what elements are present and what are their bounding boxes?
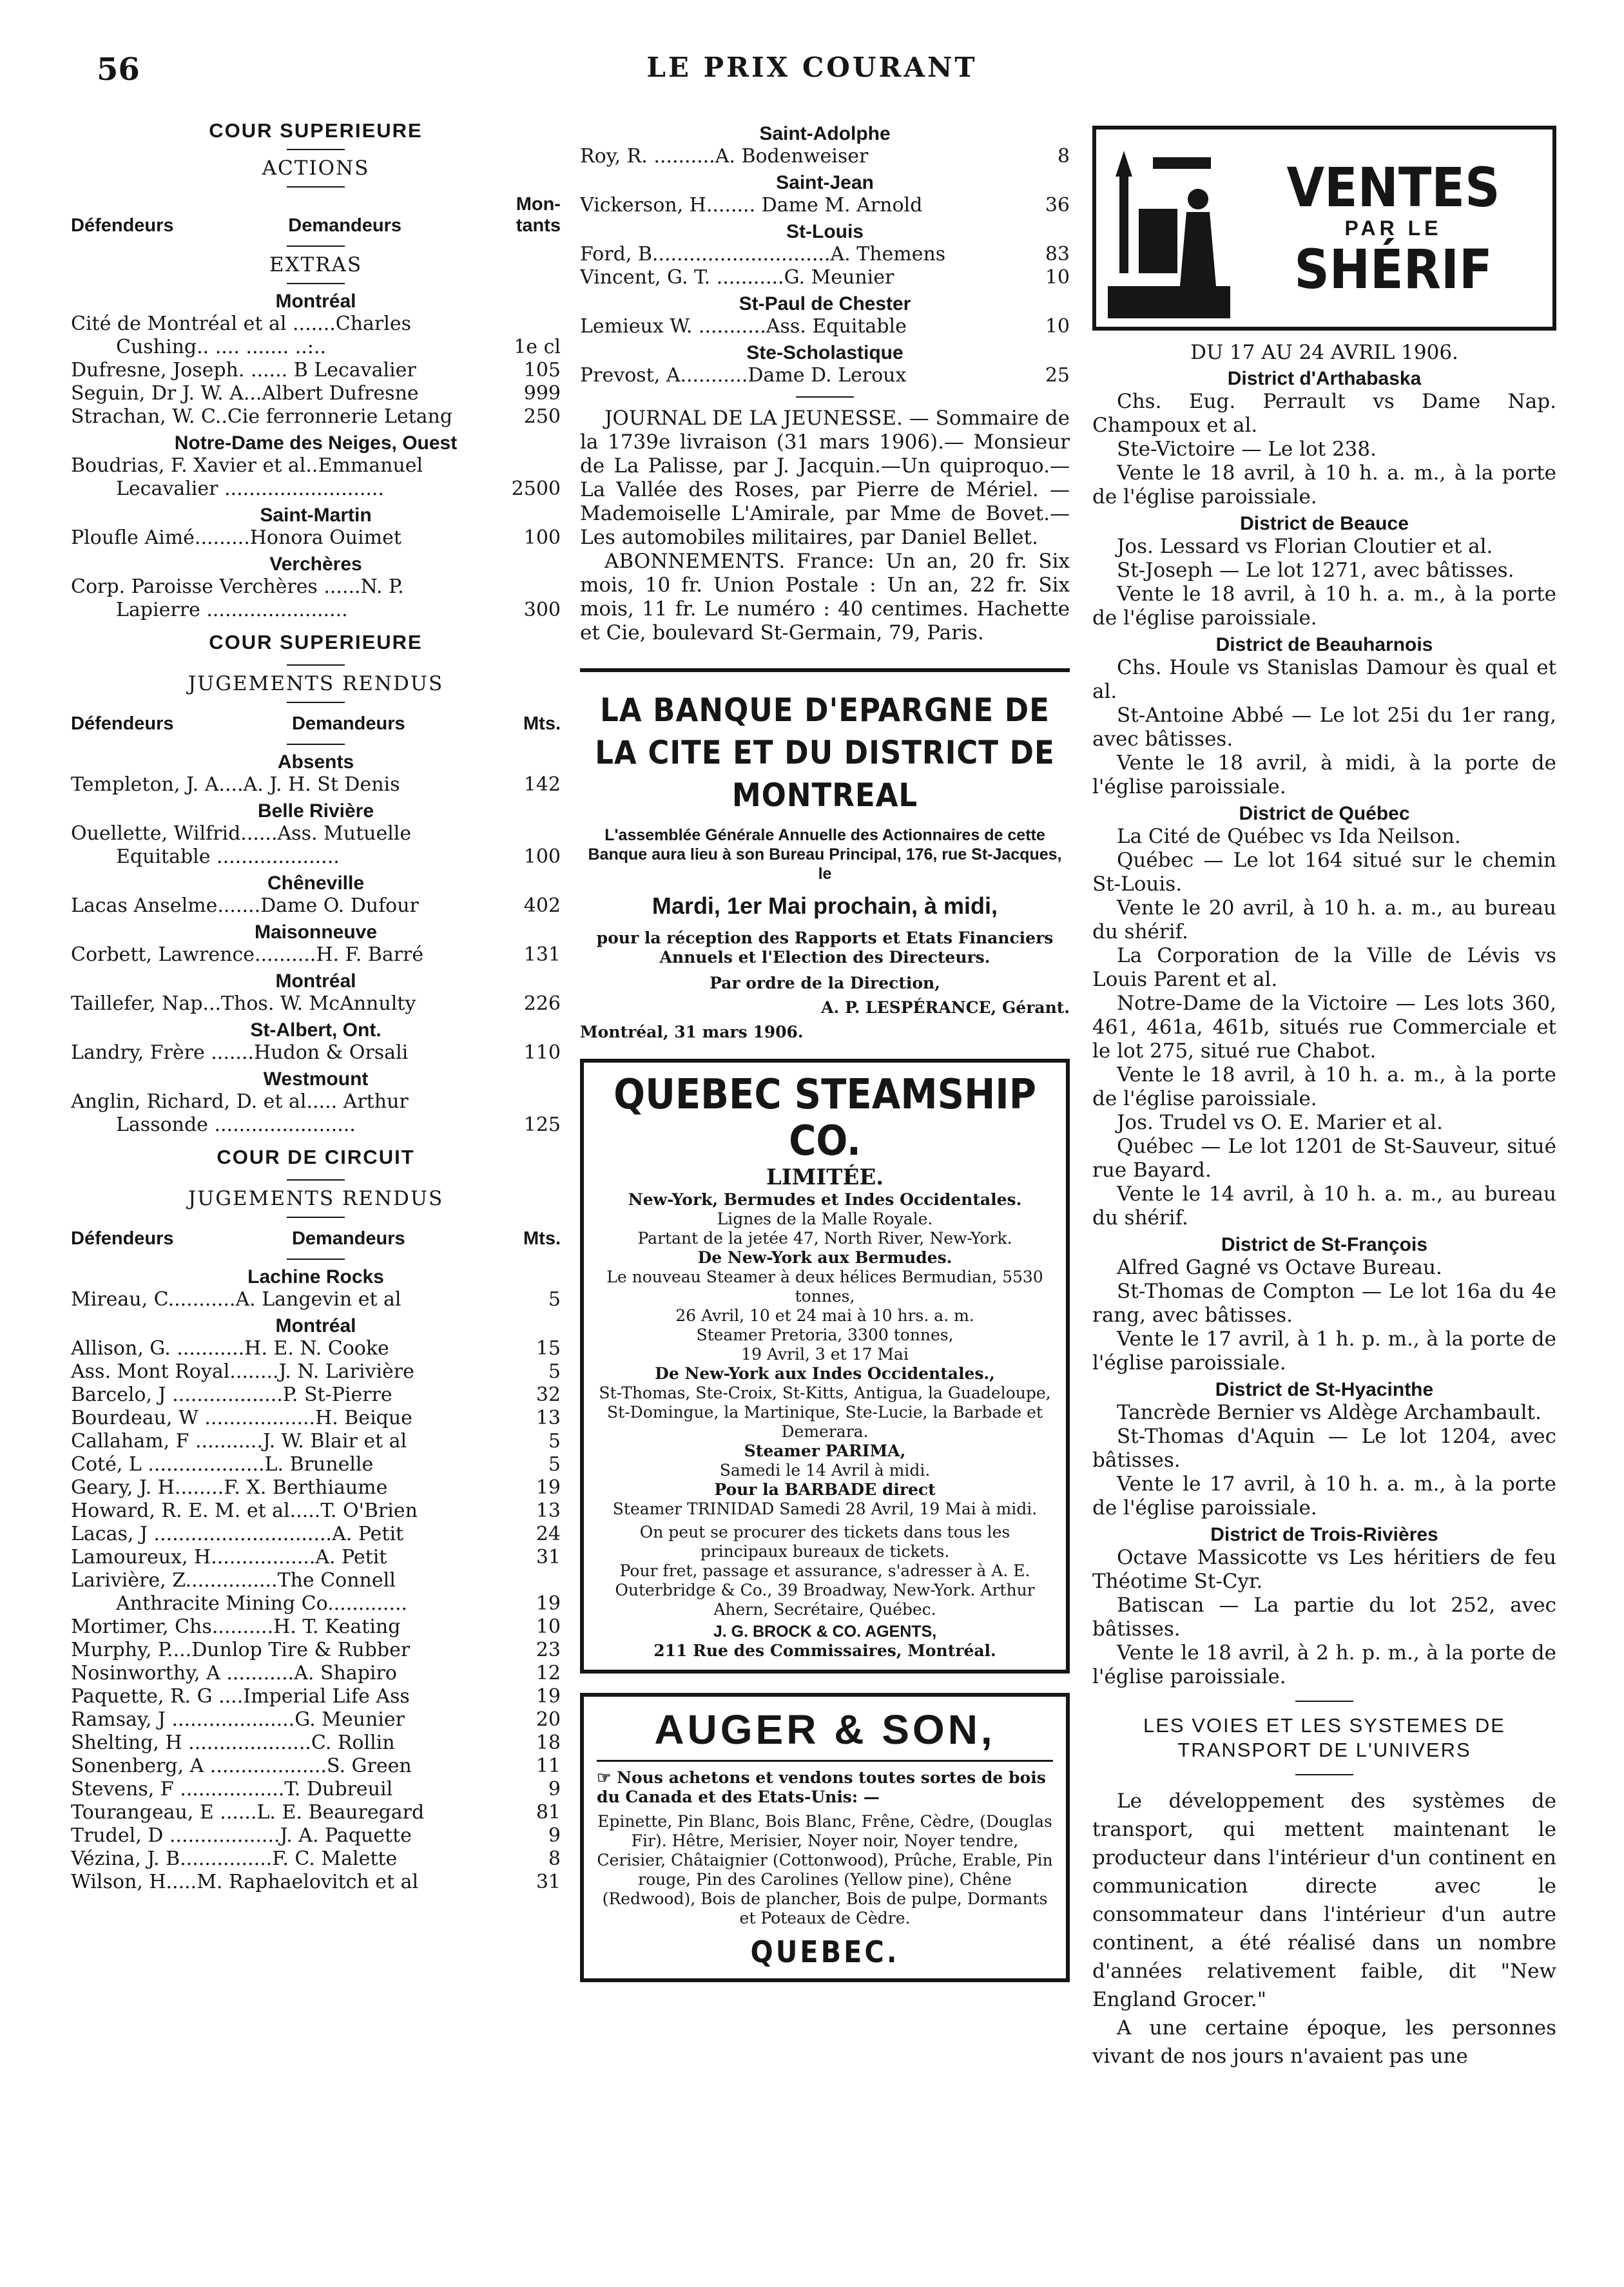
entry-amount: 23 — [536, 1639, 561, 1661]
entry-amount: 999 — [523, 382, 561, 405]
sale-paragraph: Chs. Houle vs Stanislas Damour ès qual et al. — [1092, 656, 1556, 703]
col-defendeurs: Défendeurs — [71, 1228, 174, 1249]
table-row — [71, 1523, 561, 1546]
entry-parties: Ploufle Aimé.........Honora Ouimet — [71, 526, 401, 549]
table-row — [580, 266, 1070, 289]
table-row — [71, 1407, 561, 1430]
entry-amount: 105 — [523, 359, 561, 381]
divider — [597, 1760, 1053, 1762]
entry-parties: Prevost, A...........Dame D. Leroux — [580, 364, 907, 387]
pointing-hand-icon: ☞ — [597, 1768, 617, 1787]
ad-line: Steamer Pretoria, 3300 tonnes, — [696, 1326, 954, 1344]
sale-paragraph: Alfred Gagné vs Octave Bureau. — [1117, 1256, 1442, 1279]
entry-amount: 20 — [536, 1708, 561, 1731]
ad-line: On peut se procurer des tickets dans tous les principaux bureaux de tickets. — [639, 1523, 1010, 1561]
col-montants: Mts. — [523, 1228, 561, 1249]
entry-amount: 5 — [548, 1430, 561, 1452]
district-list — [1092, 368, 1556, 1689]
bank-place-date: Montréal, 31 mars 1906. — [580, 1023, 804, 1041]
entry-parties: Corbett, Lawrence..........H. F. Barré — [71, 943, 424, 966]
entry-parties: Anglin, Richard, D. et al..... Arthur — [71, 1090, 409, 1113]
table-row — [71, 1546, 561, 1569]
sale-paragraph: Octave Massicotte vs Les héritiers de feu Théotime St-Cyr. — [1092, 1546, 1556, 1593]
entry-parties: Ford, B.............................A. Themens — [580, 243, 946, 265]
entry-amount: 125 — [523, 1114, 561, 1136]
table-row — [71, 599, 561, 622]
column-middle — [580, 119, 1070, 1982]
col-defendeurs: Défendeurs — [71, 713, 174, 734]
entry-amount: 19 — [536, 1476, 561, 1499]
entry-amount: 19 — [536, 1685, 561, 1708]
entry-amount — [503, 313, 561, 336]
ad-line: De New-York aux Bermudes. — [697, 1248, 952, 1267]
divider — [287, 283, 345, 284]
abonnements-notice: ABONNEMENTS. France: Un an, 20 fr. Six mois, 10 fr. Union Postale : Un an, 22 fr. Six mois, 11 fr. Le numéro : 40 centimes. Hachette et Cie, boulevard St-Germain, 79, Paris. — [580, 550, 1070, 644]
journal-notice: JOURNAL DE LA JEUNESSE. — Sommaire de la 1739e livraison (31 mars 1906).— Monsieur de La Palisse, par J. Jacquin.—Un quiproquo.—La Vallée des Roses, par Pierre de Mériel. — Mademoiselle L'Amirale, par Mme de Bovet.— Les automobiles militaires, par Daniel Bellet. — [580, 407, 1070, 549]
article-paragraph: A une certaine époque, les personnes vivant de nos jours n'avaient pas une — [1092, 2016, 1556, 2068]
ad-line: New-York, Bermudes et Indes Occidentales. — [628, 1190, 1022, 1209]
bank-date: Mardi, 1er Mai prochain, à midi, — [652, 893, 998, 919]
page-title: LE PRIX COURANT — [646, 52, 978, 83]
place-heading: Verchères — [269, 554, 362, 575]
table-row — [580, 315, 1070, 338]
sale-paragraph: St-Thomas de Compton — Le lot 16a du 4e rang, avec bâtisses. — [1092, 1280, 1556, 1327]
place-heading: Montréal — [275, 970, 356, 992]
entry-amount: 25 — [1045, 364, 1070, 387]
sale-paragraph: Vente le 17 avril, à 10 h. a. m., à la porte de l'église paroissiale. — [1092, 1472, 1556, 1520]
entry-amount: 13 — [536, 1407, 561, 1429]
divider — [287, 186, 345, 188]
auger-son-ad — [580, 1693, 1070, 1982]
divider — [287, 702, 345, 703]
place-heading: Westmount — [263, 1068, 369, 1090]
divider — [287, 1259, 345, 1260]
sale-paragraph: Jos. Lessard vs Florian Cloutier et al. — [1117, 535, 1493, 558]
table-row — [580, 243, 1070, 266]
entry-amount: 100 — [523, 845, 561, 868]
table-header — [71, 713, 561, 735]
entry-parties: Landry, Frère .......Hudon & Orsali — [71, 1041, 409, 1064]
place-heading: Chêneville — [267, 873, 365, 894]
ad-line: Le nouveau Steamer à deux hélices Bermudian, 5530 tonnes, — [606, 1268, 1043, 1306]
place-heading: Montréal — [275, 291, 356, 312]
table-row — [71, 382, 561, 405]
table-row — [71, 454, 561, 478]
group-list — [71, 1266, 561, 1894]
ad-lead — [597, 1768, 1053, 1807]
entry-amount — [503, 822, 561, 845]
sale-paragraph: Vente le 18 avril, à 10 h. a. m., à la porte de l'église paroissiale. — [1092, 583, 1556, 630]
table-row — [71, 1755, 561, 1778]
sale-paragraph: Vente le 18 avril, à 2 h. p. m., à la porte de l'église paroissiale. — [1092, 1641, 1556, 1688]
table-row — [71, 478, 561, 501]
entry-parties: Sonenberg, A ...................S. Green — [71, 1755, 412, 1777]
table-row — [71, 1732, 561, 1755]
entry-parties: Ouellette, Wilfrid......Ass. Mutuelle — [71, 822, 412, 845]
entry-amount: 131 — [523, 943, 561, 966]
banner-line1: VENTES — [1286, 155, 1500, 219]
entry-amount: 9 — [548, 1824, 561, 1847]
entry-parties: Corp. Paroisse Verchères ......N. P. — [71, 575, 404, 598]
table-row — [71, 1592, 561, 1616]
sale-paragraph: Vente le 18 avril, à 10 h. a. m., à la porte de l'église paroissiale. — [1092, 1063, 1556, 1110]
page-number: 56 — [97, 52, 140, 88]
sheriff-illustration-icon — [1108, 138, 1230, 318]
ad-line: St-Thomas, Ste-Croix, St-Kitts, Antigua, la Guadeloupe, St-Domingue, la Martinique, Ste-Lucie, la Barbade et Demerara. — [599, 1384, 1051, 1441]
table-row — [71, 822, 561, 845]
table-row — [71, 359, 561, 382]
section-title: COUR SUPERIEURE — [209, 119, 423, 142]
entry-parties: Shelting, H ....................C. Rollin — [71, 1732, 395, 1754]
entry-parties: Lamoureux, H.................A. Petit — [71, 1546, 387, 1568]
place-heading: Saint-Martin — [260, 505, 372, 526]
entry-parties: Nosinworthy, A ...........A. Shapiro — [71, 1662, 397, 1684]
district-heading: District de Trois-Rivières — [1210, 1524, 1438, 1545]
entry-amount: 36 — [1045, 194, 1070, 217]
ad-agents: J. G. BROCK & CO. AGENTS, — [713, 1623, 937, 1641]
divider — [287, 1179, 345, 1181]
district-heading: District de St-François — [1221, 1234, 1428, 1255]
table-row — [71, 1453, 561, 1476]
table-row — [71, 1114, 561, 1137]
entry-parties: Strachan, W. C..Cie ferronnerie Letang — [71, 405, 453, 428]
table-row — [71, 943, 561, 967]
table-row — [580, 364, 1070, 387]
table-row — [71, 1569, 561, 1592]
entry-parties: Cité de Montréal et al .......Charles — [71, 313, 412, 335]
group-list — [71, 751, 561, 1137]
entry-amount: 1e cl — [514, 336, 561, 358]
entry-parties: Dufresne, Joseph. ...... B Lecavalier — [71, 359, 416, 381]
table-header — [71, 194, 561, 236]
divider — [1295, 1774, 1353, 1775]
banner-text — [1246, 155, 1541, 301]
place-heading: Belle Rivière — [257, 800, 374, 822]
table-row — [71, 1500, 561, 1523]
table-row — [71, 992, 561, 1016]
entry-parties: Cushing.. .... ....... ..:.. — [116, 336, 326, 358]
district-heading: District de Beauce — [1240, 513, 1409, 534]
col-montants: Mts. — [523, 713, 561, 734]
ad-city: QUEBEC. — [750, 1935, 900, 1969]
col-demandeurs: Demandeurs — [288, 215, 401, 236]
entry-parties: Lecavalier .......................... — [116, 478, 384, 500]
sale-paragraph: Vente le 17 avril, à 1 h. p. m., à la porte de l'église paroissiale. — [1092, 1327, 1556, 1375]
sale-paragraph: Batiscan — La partie du lot 252, avec bâtisses. — [1092, 1594, 1556, 1641]
entry-parties: Trudel, D ..................J. A. Paquette — [71, 1824, 412, 1847]
district-heading: District d'Arthabaska — [1227, 368, 1422, 389]
entry-amount: 31 — [536, 1871, 561, 1893]
entry-amount — [503, 454, 561, 478]
entry-amount: 10 — [1045, 315, 1070, 338]
place-heading: Ste-Scholastique — [746, 342, 904, 363]
place-heading: Lachine Rocks — [247, 1266, 384, 1288]
bank-notice — [580, 668, 1070, 1042]
sale-paragraph: Vente le 18 avril, à 10 h. a. m., à la porte de l'église paroissiale. — [1092, 461, 1556, 508]
divider — [796, 396, 854, 398]
entry-amount: 83 — [1045, 243, 1070, 265]
entry-amount: 10 — [536, 1616, 561, 1638]
article-title: LES VOIES ET LES SYSTEMES DE TRANSPORT DE L'UNIVERS — [1143, 1714, 1505, 1761]
district-heading: District de Québec — [1239, 803, 1410, 824]
section-title: COUR SUPERIEURE — [209, 631, 423, 653]
entry-amount: 142 — [523, 773, 561, 796]
entry-amount: 402 — [523, 894, 561, 917]
table-row — [71, 773, 561, 796]
entry-amount — [503, 575, 561, 599]
entry-amount: 8 — [548, 1848, 561, 1870]
entry-parties: Mortimer, Chs..........H. T. Keating — [71, 1616, 401, 1638]
ad-line: Steamer PARIMA, — [744, 1442, 906, 1460]
entry-amount: 11 — [536, 1755, 561, 1777]
table-row — [71, 1685, 561, 1708]
entry-parties: Bourdeau, W ..................H. Beique — [71, 1407, 412, 1429]
divider — [287, 744, 345, 745]
entry-parties: Murphy, P....Dunlop Tire & Rubber — [71, 1639, 411, 1661]
place-heading: St-Paul de Chester — [739, 293, 911, 314]
table-row — [71, 575, 561, 599]
table-row — [580, 145, 1070, 168]
ad-address: 211 Rue des Commissaires, Montréal. — [653, 1641, 996, 1660]
entry-amount: 81 — [536, 1801, 561, 1824]
entry-amount: 24 — [536, 1523, 561, 1545]
bank-purpose: pour la réception des Rapports et Etats Financiers Annuels et l'Election des Directeurs. — [596, 929, 1054, 967]
sale-paragraph: Vente le 14 avril, à 10 h. a. m., au bureau du shérif. — [1092, 1182, 1556, 1230]
bank-signer: A. P. LESPÉRANCE, Gérant. — [821, 998, 1070, 1017]
entry-parties: Stevens, F .................T. Dubreuil — [71, 1778, 393, 1800]
divider — [287, 664, 345, 666]
column-right — [1092, 126, 1556, 2070]
section-title: COUR DE CIRCUIT — [217, 1146, 415, 1168]
entry-amount: 8 — [1057, 145, 1070, 168]
ad-line: Steamer TRINIDAD Samedi 28 Avril, 19 Mai à midi. — [612, 1500, 1038, 1518]
entry-amount: 13 — [536, 1500, 561, 1522]
entry-amount: 5 — [548, 1360, 561, 1383]
table-row — [71, 1430, 561, 1453]
section-subtitle: JUGEMENTS RENDUS — [188, 672, 444, 695]
entry-amount: 100 — [523, 526, 561, 549]
col-demandeurs: Demandeurs — [291, 713, 405, 734]
ad-line: 26 Avril, 10 et 24 mai à 10 hrs. a. m. — [675, 1306, 974, 1325]
divider — [287, 149, 345, 150]
table-row — [71, 1778, 561, 1801]
table-row — [71, 1616, 561, 1639]
sale-paragraph: Québec — Le lot 164 situé sur le chemin St-Louis. — [1092, 849, 1556, 896]
sale-paragraph: Chs. Eug. Perrault vs Dame Nap. Champoux et al. — [1092, 390, 1556, 437]
district-heading: District de Beauharnois — [1215, 634, 1433, 655]
col-defendeurs: Défendeurs — [71, 215, 174, 236]
ad-subtitle: LIMITÉE. — [766, 1164, 884, 1190]
section-subtitle: ACTIONS — [262, 157, 370, 180]
entry-parties: Lassonde ....................... — [116, 1114, 356, 1136]
table-row — [580, 194, 1070, 217]
entry-amount: 5 — [548, 1453, 561, 1476]
place-heading: Absents — [277, 751, 354, 773]
divider — [287, 1217, 345, 1218]
place-heading: Saint-Jean — [776, 172, 874, 193]
table-row — [71, 1288, 561, 1311]
entry-parties: Anthracite Mining Co............. — [116, 1592, 408, 1615]
table-row — [71, 1639, 561, 1662]
entry-amount: 31 — [536, 1546, 561, 1568]
entry-amount — [503, 1569, 561, 1592]
sale-paragraph: La Corporation de la Ville de Lévis vs Louis Parent et al. — [1092, 944, 1556, 991]
entry-amount: 110 — [523, 1041, 561, 1064]
entry-parties: Seguin, Dr J. W. A...Albert Dufresne — [71, 382, 419, 405]
table-row — [71, 1708, 561, 1732]
ad-line: 19 Avril, 3 et 17 Mai — [741, 1345, 909, 1364]
place-heading: St-Louis — [786, 221, 864, 242]
place-heading: Maisonneuve — [254, 922, 378, 943]
table-row — [71, 845, 561, 869]
sale-paragraph: St-Joseph — Le lot 1271, avec bâtisses. — [1117, 559, 1514, 582]
divider — [1295, 1701, 1353, 1702]
table-row — [71, 1041, 561, 1065]
entry-amount: 250 — [523, 405, 561, 428]
bank-order: Par ordre de la Direction, — [710, 974, 940, 992]
sale-paragraph: St-Thomas d'Aquin — Le lot 1204, avec bâtisses. — [1092, 1425, 1556, 1472]
entry-parties: Boudrias, F. Xavier et al..Emmanuel — [71, 454, 423, 477]
ad-lead-text: Nous achetons et vendons toutes sortes de bois du Canada et des Etats-Unis: — — [597, 1768, 1046, 1806]
table-row — [71, 894, 561, 918]
table-row — [71, 1476, 561, 1500]
table-header — [71, 1228, 561, 1250]
bank-title: LA BANQUE D'EPARGNE DE LA CITE ET DU DISTRICT DE MONTREAL — [595, 691, 1055, 814]
entry-amount: 9 — [548, 1778, 561, 1800]
ad-title: AUGER & SON, — [654, 1706, 996, 1753]
entry-parties: Paquette, R. G ....Imperial Life Ass — [71, 1685, 410, 1708]
entry-parties: Templeton, J. A....A. J. H. St Denis — [71, 773, 400, 796]
ad-line: Pour fret, passage et assurance, s'adresser à A. E. Outerbridge & Co., 39 Broadway, New-York. Arthur Ahern, Secrétaire, Québec. — [615, 1561, 1035, 1619]
entry-parties: Coté, L ...................L. Brunelle — [71, 1453, 374, 1476]
entry-amount: 300 — [523, 599, 561, 621]
ad-body: Epinette, Pin Blanc, Bois Blanc, Frêne, Cèdre, (Douglas Fir). Hêtre, Merisier, Noyer noir, Noyer tendre, Cerisier, Châtaignier (Cottonwood), Prûche, Erable, Pin rouge, Pin des Carolines (Yellow pine), Chêne (Redwood), Bois de plancher, Bois de pulpe, Dormants et Poteaux de Cèdre. — [597, 1812, 1053, 1927]
table-row — [71, 1337, 561, 1360]
sale-paragraph: La Cité de Québec vs Ida Neilson. — [1117, 825, 1461, 848]
divider — [287, 246, 345, 247]
entry-parties: Vincent, G. T. ...........G. Meunier — [580, 266, 894, 289]
ad-line: Lignes de la Malle Royale. — [717, 1210, 933, 1228]
entry-parties: Vézina, J. B...............F. C. Malette — [71, 1848, 398, 1870]
group-list — [580, 123, 1070, 387]
entry-parties: Equitable .................... — [116, 845, 340, 868]
entry-amount: 19 — [536, 1592, 561, 1615]
table-row — [71, 1384, 561, 1407]
entry-parties: Taillefer, Nap...Thos. W. McAnnulty — [71, 992, 416, 1015]
section-subtitle: EXTRAS — [269, 253, 363, 276]
entry-amount — [503, 1090, 561, 1114]
ad-line: Partant de la jetée 47, North River, New-York. — [637, 1229, 1012, 1248]
ad-line: Samedi le 14 Avril à midi. — [719, 1461, 931, 1480]
banner-line2: PAR LE — [1344, 216, 1442, 240]
entry-parties: Larivière, Z...............The Connell — [71, 1569, 396, 1592]
entry-parties: Callaham, F ...........J. W. Blair et al — [71, 1430, 407, 1452]
ad-line: Pour la BARBADE direct — [714, 1480, 936, 1499]
table-row — [71, 1662, 561, 1685]
entry-amount: 32 — [536, 1384, 561, 1406]
district-heading: District de St-Hyacinthe — [1215, 1379, 1434, 1400]
sale-paragraph: Vente le 20 avril, à 10 h. a. m., au bureau du shérif. — [1092, 896, 1556, 943]
table-row — [71, 526, 561, 550]
entry-amount: 5 — [548, 1288, 561, 1311]
sale-paragraph: St-Antoine Abbé — Le lot 25i du 1er rang, avec bâtisses. — [1092, 704, 1556, 751]
entry-parties: Mireau, C...........A. Langevin et al — [71, 1288, 401, 1311]
sale-paragraph: Ste-Victoire — Le lot 238. — [1117, 438, 1377, 461]
entry-amount: 2500 — [511, 478, 561, 500]
table-row — [71, 1848, 561, 1871]
entry-parties: Lacas, J .............................A. Petit — [71, 1523, 404, 1545]
table-row — [71, 1824, 561, 1848]
entry-parties: Vickerson, H........ Dame M. Arnold — [580, 194, 923, 217]
banner-line3: SHÉRIF — [1294, 237, 1493, 301]
entry-parties: Howard, R. E. M. et al.....T. O'Brien — [71, 1500, 418, 1522]
sale-paragraph: Québec — Le lot 1201 de St-Sauveur, situé rue Bayard. — [1092, 1135, 1556, 1182]
article-paragraph: Le développement des systèmes de transport, qui mettent maintenant le producteur dans l'intérieur d'un continent en communication directe avec le consommateur dans l'intérieur d'un autre continent, a été réalisé dans un nombre d'années relativement faible, dit "New England Grocer." — [1092, 1790, 1556, 2011]
column-left — [71, 119, 561, 1894]
table-row — [71, 313, 561, 336]
entry-parties: Ass. Mont Royal........J. N. Larivière — [71, 1360, 414, 1383]
place-heading: Montréal — [275, 1315, 356, 1336]
sale-paragraph: Notre-Dame de la Victoire — Les lots 360, 461, 461a, 461b, situés rue Commerciale et le lot 275, situé rue Chabot. — [1092, 992, 1556, 1063]
sheriff-banner — [1092, 126, 1556, 331]
sale-paragraph: Vente le 18 avril, à midi, à la porte de l'église paroissiale. — [1092, 751, 1556, 798]
sale-dates: DU 17 AU 24 AVRIL 1906. — [1190, 341, 1458, 364]
entry-amount: 10 — [1045, 266, 1070, 289]
entry-parties: Geary, J. H........F. X. Berthiaume — [71, 1476, 388, 1499]
ad-title: QUEBEC STEAMSHIP CO. — [614, 1071, 1036, 1165]
section-subtitle: JUGEMENTS RENDUS — [188, 1187, 444, 1210]
entry-amount: 226 — [523, 992, 561, 1015]
entry-parties: Lacas Anselme.......Dame O. Dufour — [71, 894, 419, 917]
entry-parties: Lemieux W. ...........Ass. Equitable — [580, 315, 907, 338]
entry-amount: 15 — [536, 1337, 561, 1360]
table-row — [71, 336, 561, 359]
entry-parties: Allison, G. ...........H. E. N. Cooke — [71, 1337, 389, 1360]
place-heading: St-Albert, Ont. — [250, 1019, 382, 1041]
col-demandeurs: Demandeurs — [291, 1228, 405, 1249]
place-heading: Saint-Adolphe — [759, 123, 891, 144]
table-row — [71, 1090, 561, 1114]
entry-amount: 12 — [536, 1662, 561, 1684]
sale-paragraph: Jos. Trudel vs O. E. Marier et al. — [1117, 1111, 1443, 1134]
table-row — [71, 405, 561, 429]
entry-parties: Roy, R. ..........A. Bodenweiser — [580, 145, 869, 168]
entry-parties: Tourangeau, E ......L. E. Beauregard — [71, 1801, 425, 1824]
entry-parties: Ramsay, J ....................G. Meunier — [71, 1708, 405, 1731]
bank-body: L'assemblée Générale Annuelle des Actionnaires de cette Banque aura lieu à son Bureau Principal, 176, rue St-Jacques, le — [588, 826, 1062, 883]
group-list — [71, 291, 561, 622]
col-montants: Mon- tants — [516, 194, 561, 236]
entry-amount: 18 — [536, 1732, 561, 1754]
table-row — [71, 1871, 561, 1894]
table-row — [71, 1360, 561, 1384]
entry-parties: Barcelo, J ..................P. St-Pierre — [71, 1384, 392, 1406]
table-row — [71, 1801, 561, 1824]
sale-paragraph: Tancrède Bernier vs Aldège Archambault. — [1117, 1401, 1542, 1424]
place-heading: Notre-Dame des Neiges, Ouest — [174, 432, 458, 454]
entry-parties: Wilson, H.....M. Raphaelovitch et al — [71, 1871, 419, 1893]
ad-line: De New-York aux Indes Occidentales., — [655, 1364, 995, 1383]
quebec-steamship-ad — [580, 1059, 1070, 1674]
entry-parties: Lapierre ....................... — [116, 599, 348, 621]
